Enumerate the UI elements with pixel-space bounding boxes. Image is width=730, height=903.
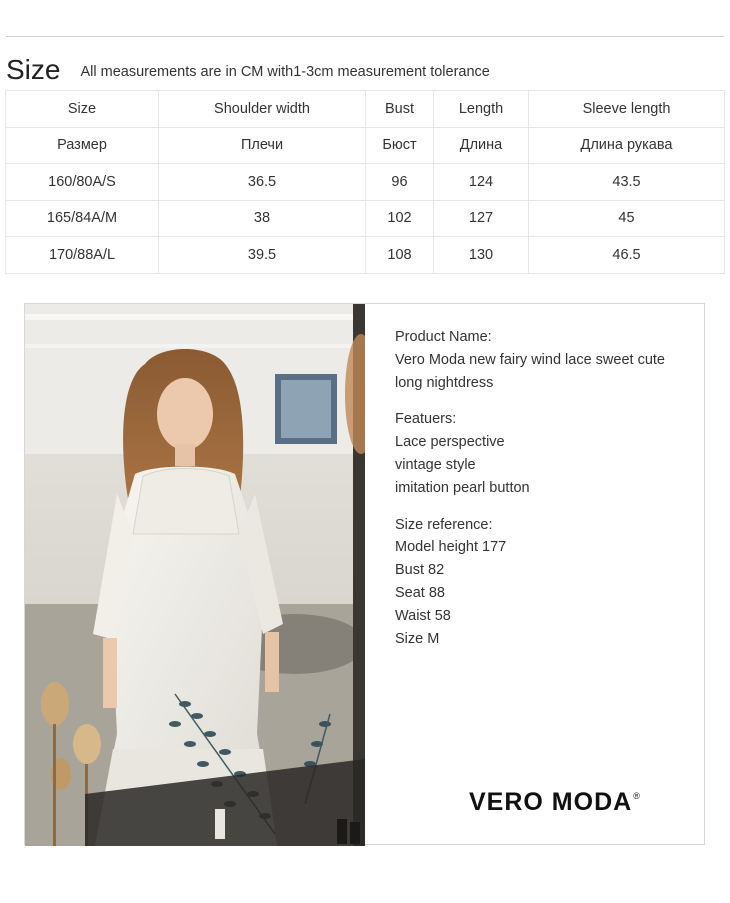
table-header-row-ru xyxy=(6,127,725,164)
cell-bust: 96 xyxy=(366,164,434,201)
header-shoulder-ru: Плечи xyxy=(159,127,366,164)
size-reference-group xyxy=(395,514,695,651)
features-group xyxy=(395,408,695,499)
size-reference-item: Waist 58 xyxy=(395,607,451,624)
model-photo xyxy=(25,304,365,846)
size-title: Size xyxy=(6,54,61,85)
header-shoulder: Shoulder width xyxy=(159,91,366,128)
size-chart-table xyxy=(5,90,725,274)
product-info xyxy=(395,326,695,664)
top-divider xyxy=(6,36,724,37)
cell-length: 127 xyxy=(434,200,529,237)
feature-item: Lace perspective xyxy=(395,434,505,451)
size-header xyxy=(6,46,490,86)
header-size: Size xyxy=(6,91,159,128)
cell-shoulder: 36.5 xyxy=(159,164,366,201)
cell-length: 130 xyxy=(434,237,529,274)
cell-sleeve: 45 xyxy=(529,200,725,237)
table-row xyxy=(6,237,725,274)
registered-mark: ® xyxy=(633,791,641,801)
table-row xyxy=(6,200,725,237)
feature-item: vintage style xyxy=(395,456,476,473)
cell-sleeve: 46.5 xyxy=(529,237,725,274)
cell-size: 170/88A/L xyxy=(6,237,159,274)
product-name-label: Product Name: xyxy=(395,329,492,345)
brand-logo xyxy=(469,788,641,817)
product-name-group xyxy=(395,326,695,394)
header-sleeve: Sleeve length xyxy=(529,91,725,128)
header-size-ru: Размер xyxy=(6,127,159,164)
cell-shoulder: 39.5 xyxy=(159,237,366,274)
size-reference-label: Size reference: xyxy=(395,516,493,533)
size-reference-item: Bust 82 xyxy=(395,562,445,579)
product-name-line: Vero Moda new fairy wind lace sweet cute xyxy=(395,351,665,368)
table-row xyxy=(6,164,725,201)
product-name-line: long nightdress xyxy=(395,374,494,391)
cell-length: 124 xyxy=(434,164,529,201)
table-header-row-en xyxy=(6,91,725,128)
header-sleeve-ru: Длина рукава xyxy=(529,127,725,164)
size-reference-item: Model height 177 xyxy=(395,539,507,556)
cell-size: 165/84A/M xyxy=(6,200,159,237)
size-reference-item: Seat 88 xyxy=(395,584,445,601)
header-length-ru: Длина xyxy=(434,127,529,164)
header-bust: Bust xyxy=(366,91,434,128)
cell-size: 160/80A/S xyxy=(6,164,159,201)
size-note: All measurements are in CM with1-3cm measurement tolerance xyxy=(80,64,490,80)
size-reference-item: Size M xyxy=(395,630,440,647)
header-bust-ru: Бюст xyxy=(366,127,434,164)
feature-item: imitation pearl button xyxy=(395,479,530,496)
brand-wordmark: VERO MODA xyxy=(469,788,633,816)
cell-bust: 102 xyxy=(366,200,434,237)
header-length: Length xyxy=(434,91,529,128)
features-label: Featuers: xyxy=(395,411,457,428)
cell-sleeve: 43.5 xyxy=(529,164,725,201)
product-card xyxy=(24,303,705,845)
cell-shoulder: 38 xyxy=(159,200,366,237)
cell-bust: 108 xyxy=(366,237,434,274)
